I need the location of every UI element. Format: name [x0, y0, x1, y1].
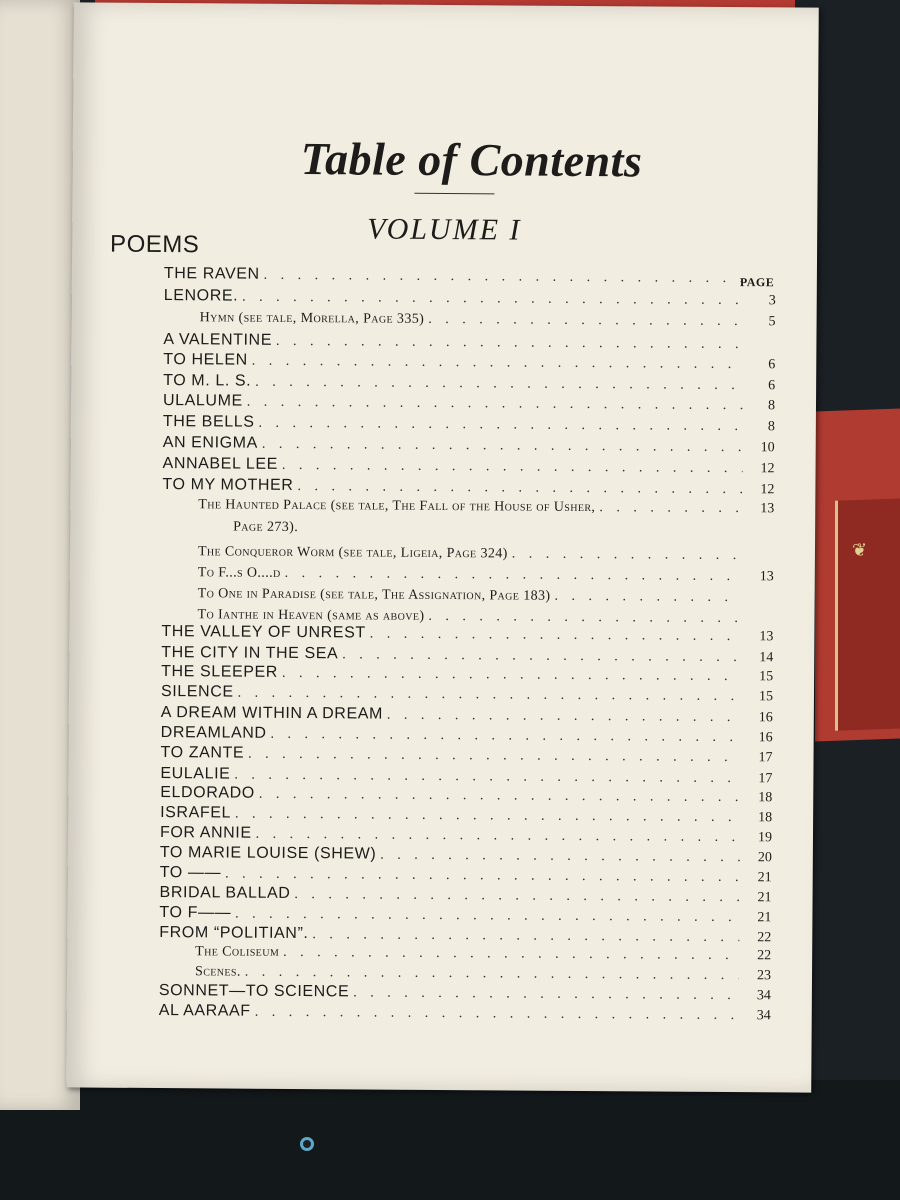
toc-entry-title: LENORE. [163, 287, 239, 305]
toc-entry-page: 8 [767, 419, 775, 435]
dot-leader [312, 927, 739, 946]
toc-entry-page: 5 [768, 314, 776, 330]
toc-entry [160, 804, 772, 826]
toc-entry-page: 34 [756, 988, 771, 1004]
toc-entry-page: 21 [757, 910, 772, 926]
toc-entry [160, 784, 772, 806]
bead-object [300, 1137, 314, 1151]
toc-entry-page: 14 [759, 650, 774, 666]
dot-leader [342, 647, 741, 666]
section-heading: POEMS [110, 230, 200, 259]
toc-entry-title: BRIDAL BALLAD [159, 884, 291, 902]
toc-entry [163, 372, 775, 394]
dot-leader [387, 708, 741, 726]
toc-entry-title: TO M. L. S. [163, 372, 252, 390]
dot-leader [294, 887, 739, 906]
dot-leader [235, 907, 739, 927]
dot-leader [258, 416, 742, 435]
toc-entry-title: TO MARIE LOUISE (SHEW) [159, 844, 377, 863]
toc-entry-page: 15 [759, 669, 774, 685]
toc-entry-page: 21 [757, 870, 772, 886]
toc-entry-title: FOR ANNIE [159, 824, 252, 842]
toc-entry [163, 455, 775, 477]
dot-leader [238, 686, 741, 706]
dot-leader [370, 626, 742, 645]
toc-entry-page: 6 [768, 378, 776, 394]
toc-entry-title: THE CITY IN THE SEA [161, 644, 339, 663]
toc-entry [159, 1002, 771, 1024]
toc-entry-title: A DREAM WITHIN A DREAM [160, 704, 384, 723]
toc-entry [163, 351, 775, 373]
page-title: Table of Contents [300, 133, 643, 187]
toc-entry-page: 19 [757, 830, 773, 846]
volume-heading: VOLUME I [367, 212, 522, 247]
dot-leader [252, 354, 744, 373]
dot-leader [256, 827, 740, 846]
toc-entry-title: The Haunted Palace (see tale, The Fall of the House of Usher, [198, 497, 596, 516]
dot-leader [380, 848, 740, 867]
toc-entry [161, 704, 773, 726]
toc-entry [161, 623, 773, 645]
toc-entry-title: TO HELEN [163, 351, 248, 369]
toc-entry-page: 13 [759, 569, 774, 585]
toc-entry-title: ISRAFEL [160, 804, 232, 822]
toc-entry-title: DREAMLAND [160, 724, 267, 742]
toc-entry-page: 22 [757, 930, 772, 946]
toc-entry [160, 844, 772, 866]
toc-entry-page: 22 [757, 948, 772, 964]
dot-leader [283, 945, 739, 964]
toc-entry-page: 15 [758, 689, 774, 705]
dot-leader [599, 500, 742, 517]
toc-entry-title: AL AARAAF [158, 1002, 251, 1020]
toc-entry-title: AN ENIGMA [162, 434, 258, 452]
toc-entry-title: To Ianthe in Heaven (same as above) [197, 607, 425, 624]
toc-entry [198, 497, 774, 517]
dot-leader [255, 1005, 739, 1024]
dot-leader [242, 290, 744, 310]
dot-leader [264, 268, 744, 287]
toc-entry-page: 17 [758, 771, 773, 787]
side-book [815, 409, 900, 742]
toc-entry [163, 434, 775, 456]
toc-entry-title: TO —— [159, 864, 222, 882]
toc-entry-title: SILENCE [160, 683, 234, 701]
book-spine [835, 498, 900, 730]
dot-leader [235, 807, 740, 827]
toc-entry-page: 23 [756, 968, 772, 984]
dot-leader [297, 479, 742, 498]
toc-entry [159, 904, 771, 926]
toc-entry-page: 10 [760, 440, 775, 456]
toc-entry [163, 392, 775, 414]
toc-entry [161, 683, 773, 705]
toc-entry-title: THE BELLS [162, 413, 255, 431]
toc-entry-page: 18 [758, 790, 773, 806]
toc-entry-title: Scenes. [194, 964, 241, 980]
dot-leader [285, 566, 742, 585]
toc-entry-continuation: Page 273). [233, 519, 299, 535]
toc-entry-title: Hymn (see tale, Morella, Page 335) [199, 310, 425, 327]
toc-entry-page: 17 [758, 750, 773, 766]
table-surface [0, 1080, 900, 1200]
toc-entry-title: TO F—— [159, 904, 232, 922]
toc-entry-title: To One in Paradise (see tale, The Assignation, Page 183) [197, 586, 551, 604]
toc-entry-title: The Coliseum [195, 944, 280, 960]
dot-leader [353, 985, 739, 1004]
toc-entry-title: SONNET—TO SCIENCE [158, 982, 350, 1001]
toc-entry-page: 20 [757, 850, 772, 866]
dot-leader [259, 787, 740, 806]
toc-entry-page: 18 [758, 810, 773, 826]
toc-entry-page: 3 [768, 293, 776, 309]
spine-ornament-icon: ❦ [852, 539, 868, 562]
dot-leader [248, 747, 740, 766]
dot-leader [428, 312, 743, 330]
dot-leader [247, 395, 743, 414]
toc-entry-page: 12 [760, 461, 775, 477]
toc-entry [160, 884, 772, 906]
toc-entry-page: 6 [768, 357, 776, 373]
toc-entry-title: The Conqueror Worm (see tale, Ligeia, Page 324) [197, 544, 508, 562]
toc-entry [159, 982, 771, 1004]
toc-entry-title: TO ZANTE [160, 744, 245, 762]
dot-leader [245, 965, 739, 984]
toc-entry-title: ANNABEL LEE [162, 455, 279, 473]
toc-entry [163, 331, 775, 353]
toc-entry-page: 21 [757, 890, 772, 906]
toc-entry-title: To F...s O....d [197, 565, 281, 581]
title-divider [414, 193, 494, 195]
toc-entry [198, 544, 774, 564]
contents-page [66, 2, 819, 1092]
toc-entry [161, 724, 773, 746]
toc-entry [164, 287, 776, 309]
dot-leader [282, 458, 743, 477]
toc-entry-page: 13 [760, 501, 775, 517]
dot-leader [225, 866, 740, 886]
toc-entry-title: THE VALLEY OF UNREST [161, 623, 366, 642]
dot-leader [554, 589, 741, 606]
toc-entry-title: THE SLEEPER [161, 663, 279, 681]
toc-entry [195, 964, 771, 984]
toc-entry-page: 8 [767, 398, 776, 414]
toc-entry-title: EULALIE [160, 765, 231, 783]
toc-entry [164, 265, 776, 287]
toc-entry [159, 924, 771, 946]
toc-entry [198, 586, 774, 606]
toc-entry-title: THE RAVEN [163, 265, 260, 283]
dot-leader [271, 727, 741, 746]
toc-entry [163, 413, 775, 435]
toc-entry-title: FROM “POLITIAN”. [159, 924, 309, 943]
toc-entry-page: 16 [758, 730, 773, 746]
toc-entry-title: TO MY MOTHER [162, 476, 294, 494]
page-column-label: PAGE [739, 275, 775, 290]
toc-entry [160, 864, 772, 886]
dot-leader [276, 334, 744, 353]
toc-entry [162, 476, 774, 498]
toc-entry-title: A VALENTINE [163, 331, 273, 349]
toc-entry [195, 944, 771, 964]
toc-entry-page: 13 [759, 629, 774, 645]
toc-entry [161, 663, 773, 685]
toc-entry [198, 565, 774, 585]
toc-entry-page: 34 [756, 1008, 771, 1024]
toc-entry-title: ULALUME [162, 392, 243, 410]
toc-entry-page: 12 [760, 482, 775, 498]
dot-leader [512, 546, 742, 564]
dot-leader [255, 375, 743, 394]
toc-entry [160, 824, 772, 846]
toc-entry-page: 16 [758, 710, 773, 726]
toc-entry [160, 744, 772, 766]
dot-leader [282, 666, 741, 685]
toc-entry [200, 310, 776, 330]
dot-leader [262, 437, 743, 456]
toc-entry-title: ELDORADO [160, 784, 255, 802]
